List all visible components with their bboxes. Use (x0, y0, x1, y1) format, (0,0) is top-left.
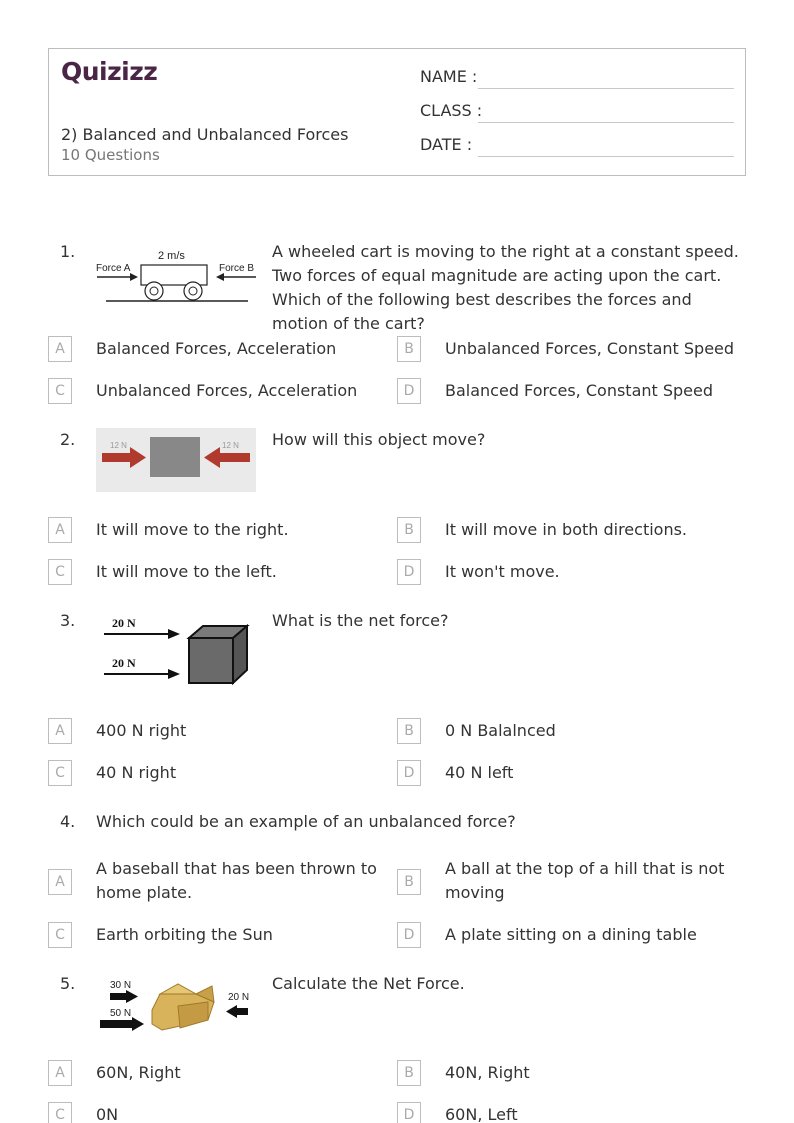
option-letter: A (48, 336, 72, 362)
option-letter: C (48, 559, 72, 585)
option-text: 0N (96, 1105, 119, 1123)
option-letter: C (48, 1102, 72, 1123)
option-letter: D (397, 1102, 421, 1123)
question-4-text: Which could be an example of an unbalanced force? (96, 812, 516, 831)
worksheet-header (48, 48, 746, 176)
date-label: DATE : (420, 135, 473, 154)
option-text: A baseball that has been thrown to home plate. (96, 859, 377, 902)
option-text: 60N, Right (96, 1063, 181, 1082)
option-text: Earth orbiting the Sun (96, 925, 273, 944)
option-letter: D (397, 559, 421, 585)
name-label: NAME : (420, 67, 478, 86)
worksheet-title: 2) Balanced and Unbalanced Forces (61, 125, 349, 144)
option-letter: A (48, 1060, 72, 1086)
question-1-number: 1. (60, 242, 76, 261)
option-letter: C (48, 378, 72, 404)
left-force-label: 12 N (110, 441, 127, 450)
option-letter: A (48, 869, 72, 895)
option-text: 40 N left (445, 763, 514, 782)
option-letter: B (397, 718, 421, 744)
question-5-number: 5. (60, 974, 76, 993)
name-field[interactable] (420, 67, 734, 89)
force-30-label: 30 N (110, 980, 132, 991)
class-line[interactable] (478, 122, 734, 123)
option-text: Balanced Forces, Acceleration (96, 339, 337, 358)
net-force-cube-diagram (96, 612, 256, 690)
option-letter: B (397, 869, 421, 895)
option-letter: B (397, 1060, 421, 1086)
option-letter: A (48, 718, 72, 744)
quizizz-logo: Quizizz (61, 57, 158, 86)
option-text: It will move to the left. (96, 562, 277, 581)
option-text: It will move to the right. (96, 520, 289, 539)
question-3-number: 3. (60, 611, 76, 630)
option-text: 0 N Balalnced (445, 721, 556, 740)
option-text: 400 N right (96, 721, 187, 740)
option-letter: B (397, 336, 421, 362)
option-letter: D (397, 760, 421, 786)
option-text: A plate sitting on a dining table (445, 925, 697, 944)
option-text: 40N, Right (445, 1063, 530, 1082)
question-5-text: Calculate the Net Force. (272, 974, 465, 993)
date-line[interactable] (478, 156, 734, 157)
question-2-number: 2. (60, 430, 76, 449)
force-a-label: Force A (96, 263, 131, 274)
top-force-label: 20 N (112, 616, 136, 630)
option-letter: C (48, 760, 72, 786)
option-text: 60N, Left (445, 1105, 518, 1123)
question-1-text: A wheeled cart is moving to the right at a constant speed. Two forces of equal magnitude are acting upon the cart. Which of the following best describes the forces and motion of the cart? (272, 242, 739, 333)
question-count: 10 Questions (61, 146, 160, 164)
option-text: A ball at the top of a hill that is not moving (445, 859, 725, 902)
right-force-label: 12 N (222, 441, 239, 450)
name-line[interactable] (478, 88, 734, 89)
cart-diagram (96, 244, 260, 306)
option-letter: D (397, 922, 421, 948)
balanced-forces-diagram (96, 428, 256, 492)
force-50-label: 50 N (110, 1008, 132, 1019)
option-text: It won't move. (445, 562, 560, 581)
question-4-number: 4. (60, 812, 76, 831)
bottom-force-label: 20 N (112, 656, 136, 670)
option-text: It will move in both directions. (445, 520, 688, 539)
option-letter: A (48, 517, 72, 543)
option-letter: D (397, 378, 421, 404)
force-20-label: 20 N (228, 992, 250, 1003)
class-label: CLASS : (420, 101, 483, 120)
cart-speed-label: 2 m/s (158, 250, 185, 262)
option-text: 40 N right (96, 763, 177, 782)
date-field[interactable] (420, 135, 734, 157)
option-letter: B (397, 517, 421, 543)
question-2-text: How will this object move? (272, 430, 486, 449)
box-forces-diagram (96, 974, 256, 1036)
option-letter: C (48, 922, 72, 948)
option-text: Unbalanced Forces, Acceleration (96, 381, 358, 400)
force-b-label: Force B (219, 263, 255, 274)
option-text: Balanced Forces, Constant Speed (445, 381, 714, 400)
option-text: Unbalanced Forces, Constant Speed (445, 339, 735, 358)
class-field[interactable] (420, 101, 734, 123)
question-3-text: What is the net force? (272, 611, 449, 630)
